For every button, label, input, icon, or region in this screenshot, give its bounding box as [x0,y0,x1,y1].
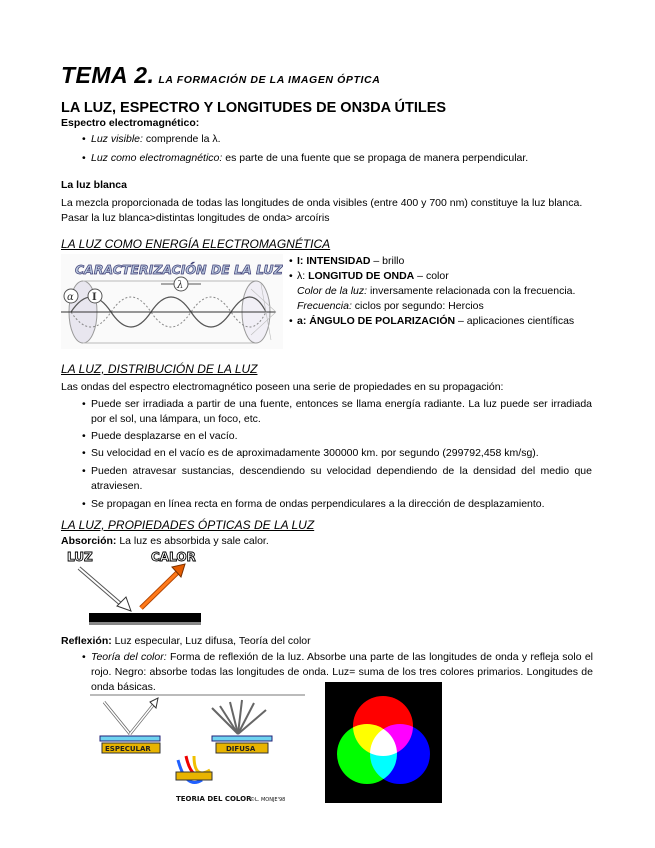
credit-label: ©L. MONJE'98 [250,797,286,803]
list-item: • Luz visible: comprende la λ. [91,132,611,147]
list-item: • Puede desplazarse en el vacío. [91,429,592,444]
color-line: Color de la luz: inversamente relacionada con la frecuencia. [297,285,576,297]
energia-props [290,254,600,329]
distribucion-title: LA LUZ, DISTRIBUCIÓN DE LA LUZ [61,362,258,376]
distribucion-intro: Las ondas del espectro electromagnético poseen una serie de propiedades en su propagación: [61,381,504,393]
luz-blanca-label: La luz blanca [61,179,127,191]
difusa-label: DIFUSA [226,745,256,753]
absorcion-diagram [61,548,206,626]
caracterizacion-title: CARACTERIZACIÓN DE LA LUZ [75,262,283,277]
list-item: • Luz como electromagnético: es parte de una fuente que se propaga de manera perpendicular. [91,151,611,166]
absorcion-line: Absorción: La luz es absorbida y sale calor. [61,535,269,547]
list-item: • Pueden atravesar sustancias, descendiendo su velocidad dependiendo de la densidad del medio que atraviesen. [91,464,592,494]
especular-label: ESPECULAR [105,745,151,753]
list-item: • Su velocidad en el vacío es de aproximadamente 300000 km. por segundo (299792,458 km/sg). [91,446,592,461]
caracterizacion-diagram [61,254,283,349]
reflexion-image [90,694,305,804]
luz-label: LUZ [67,550,93,564]
list-item: • λ: LONGITUD DE ONDA – color [289,270,449,282]
energia-title: LA LUZ COMO ENERGÍA ELECTROMAGNÉTICA [61,237,331,251]
list-item: • Se propagan en línea recta en forma de ondas perpendiculares a la dirección de desplazamiento. [91,497,592,512]
alpha-symbol: α [67,292,74,303]
distribucion-list [91,397,592,512]
list-item: • Teoría del color: Forma de reflexión de la luz. Absorbe una parte de las longitudes de onda y refleja solo el rojo. Negro: absorbe todas las longitudes de onda. Luz= suma de los tres colores primarios. Longitudes de onda básicas. [91,650,593,695]
luz-blanca-line2: Pasar la luz blanca>distintas longitudes de onda> arcoíris [61,212,330,224]
list-item: • I: INTENSIDAD – brillo [289,255,405,267]
teoria-color-label: TEORIA DEL COLOR [176,795,252,803]
rgb-color-image [325,682,442,803]
caracterizacion-image [61,254,283,349]
title-main: TEMA 2. [61,62,155,88]
espectro-label: Espectro electromagnético: [61,117,200,129]
list-item: • Puede ser irradiada a partir de una fuente, entonces se llama energía radiante. La luz puede ser irradiada por el sol, una lámpara, un foco, etc. [91,397,592,427]
lambda-symbol: λ [177,280,184,291]
page-title [61,62,380,89]
rgb-diagram [325,682,442,803]
section-heading: LA LUZ, ESPECTRO Y LONGITUDES DE ON3DA ÚTILES [61,100,447,116]
intensity-symbol: I [92,292,97,303]
freq-line: Frecuencia: ciclos por segundo: Hercios [297,300,484,312]
list-item: • a: ÁNGULO DE POLARIZACIÓN – aplicaciones científicas [289,315,575,327]
title-sub: LA FORMACIÓN DE LA IMAGEN ÓPTICA [158,74,381,86]
propiedades-title: LA LUZ, PROPIEDADES ÓPTICAS DE LA LUZ [61,518,315,532]
calor-label: CALOR [151,550,196,564]
absorcion-image [61,548,206,626]
reflexion-diagram [90,694,305,804]
espectro-list [91,132,611,166]
luz-blanca-line1: La mezcla proporcionada de todas las longitudes de onda visibles (entre 400 y 700 nm) constituye la luz blanca. [61,197,583,209]
reflexion-line: Reflexión: Luz especular, Luz difusa, Teoría del color [61,635,311,647]
